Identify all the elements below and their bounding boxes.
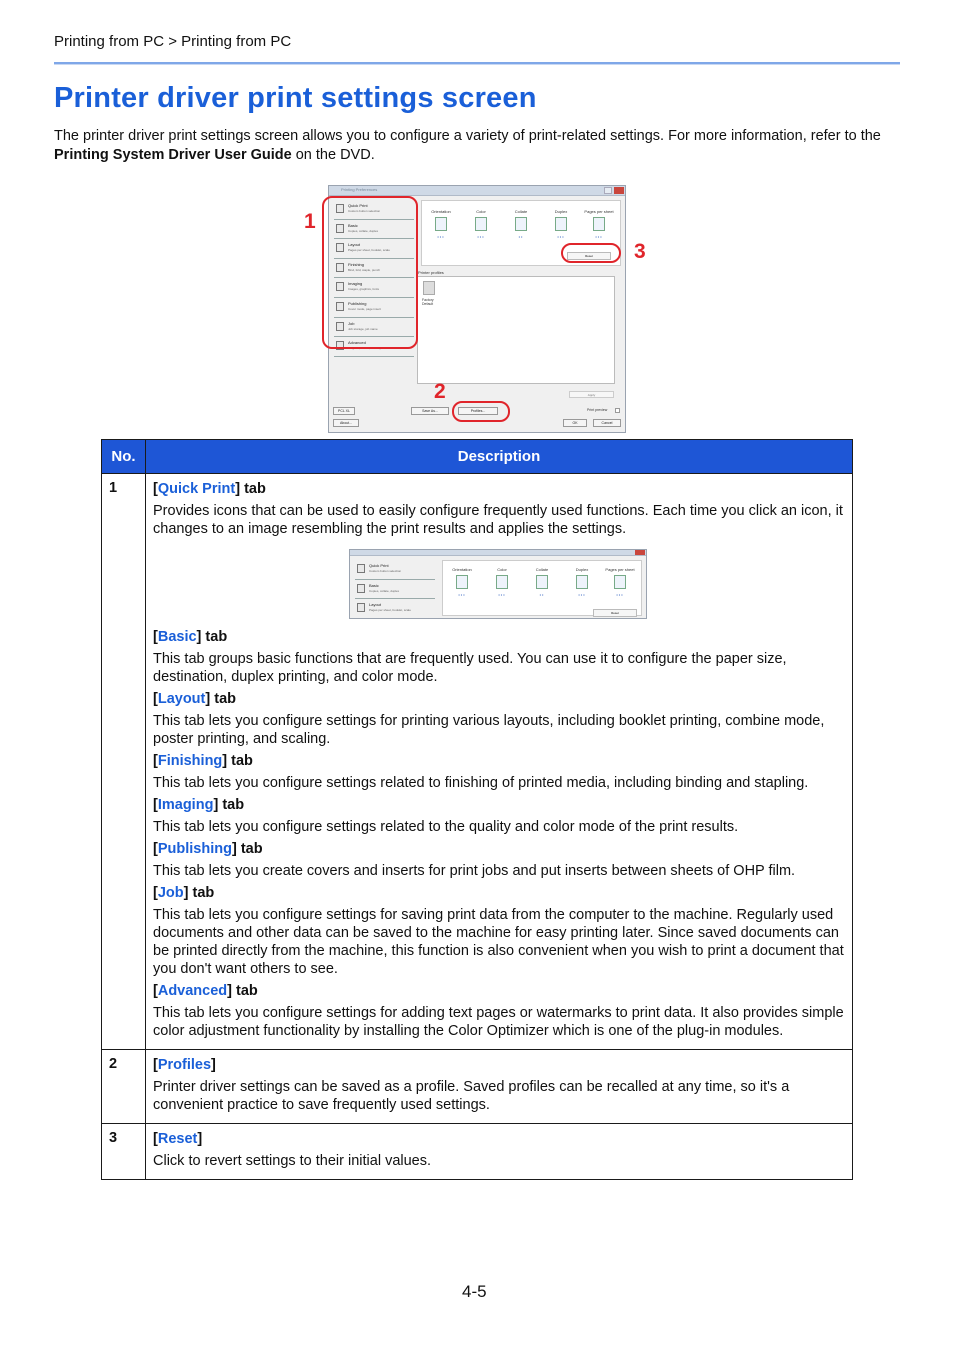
- callout-ring-reset: [561, 243, 621, 263]
- table-row: [102, 1124, 853, 1180]
- tab-list: [355, 560, 435, 619]
- bracket: ]: [213, 797, 219, 813]
- bracket: ]: [235, 481, 241, 497]
- tab-name: Publishing: [157, 841, 232, 857]
- duplex-icon: [555, 217, 567, 231]
- page-number: 4-5: [462, 1282, 487, 1301]
- bracket: ]: [196, 629, 202, 645]
- option-dots: •••: [458, 592, 466, 597]
- bracket: [: [153, 629, 158, 645]
- tab-label: Layout: [369, 602, 382, 608]
- tab-description: This tab lets you configure settings for printing various layouts, including booklet printing, combine mode, poster printing, and scaling.: [153, 713, 825, 747]
- quick-print-icon: [357, 564, 365, 573]
- heading-profiles: [153, 1056, 845, 1074]
- quick-item-label: Collate: [514, 209, 528, 214]
- quick-item-label: Pages per sheet: [605, 567, 635, 572]
- color-icon: [475, 217, 487, 231]
- tab-label: Advanced: [348, 340, 366, 346]
- basic-icon: [357, 584, 365, 593]
- tab-word: tab: [192, 885, 215, 901]
- tab-sub: Pages per sheet, booklet, scale: [369, 608, 411, 613]
- tab-description: This tab lets you configure settings related to the quality and color mode of the print results.: [153, 819, 739, 835]
- ok-button[interactable]: OK: [563, 419, 587, 427]
- window-title: Printing Preferences: [341, 187, 378, 192]
- option-dots: •••: [557, 234, 565, 239]
- tab-sub: Pages per sheet, booklet, scale: [348, 248, 390, 253]
- item-description: Printer driver settings can be saved as a profile. Saved profiles can be recalled at any time, so it's a convenient practice to save frequently used settings.: [153, 1079, 790, 1113]
- quick-item-label: Pages per sheet: [584, 209, 614, 214]
- tab-label: Imaging: [348, 281, 363, 287]
- quick-item-pages-per-sheet[interactable]: [582, 209, 616, 239]
- tab-label: Job: [348, 320, 355, 326]
- tab-name: Advanced: [157, 983, 228, 999]
- apply-button[interactable]: Apply: [569, 391, 614, 398]
- save-as-button[interactable]: Save As...: [411, 407, 449, 415]
- row-description: [146, 474, 853, 1050]
- quick-item-label: Duplex: [554, 209, 568, 214]
- tab-sub: Images, graphics, fonts: [348, 287, 380, 292]
- callout-ring-profiles: [452, 401, 510, 422]
- help-icon[interactable]: [604, 187, 612, 194]
- bracket: [: [153, 753, 158, 769]
- row-number: 1: [102, 474, 146, 1050]
- tab-word: tab: [236, 983, 258, 999]
- bracket: [: [153, 691, 158, 707]
- quick-item-label: Duplex: [575, 567, 589, 572]
- tab-description: This tab lets you configure settings for adding text pages or watermarks to print data. It also provides simple color adjustment functionality by installing the Color Optimizer which is one of the plug-in modules.: [153, 1005, 844, 1039]
- tab-description: This tab groups basic functions that are frequently used. You can use it to configure the paper size, destination, duplex printing, and color mode.: [153, 651, 787, 685]
- callout-number-1: 1: [304, 210, 316, 233]
- bracket: ]: [227, 983, 232, 999]
- tab-word: tab: [205, 629, 228, 645]
- pages-per-sheet-icon: [614, 575, 626, 589]
- quick-item-label: Orientation: [452, 567, 472, 572]
- callout-number-2: 2: [434, 380, 446, 403]
- tab-sub: Copies, collate, duplex: [348, 228, 379, 233]
- tab-name: Job: [157, 885, 184, 901]
- option-dots: •••: [616, 592, 624, 597]
- option-dots: ••: [539, 592, 545, 597]
- orientation-icon: [456, 575, 468, 589]
- option-dots: •••: [477, 234, 485, 239]
- bracket: [: [153, 1057, 158, 1073]
- bracket: ]: [222, 753, 228, 769]
- quick-item-collate[interactable]: [504, 209, 538, 239]
- profile-item-label: Factory Default: [422, 298, 434, 306]
- tab-heading-advanced: [153, 982, 845, 1000]
- tab-word: tab: [231, 753, 253, 769]
- tab-description: This tab lets you create covers and inserts for print jobs and put inserts between sheets of OHP film.: [153, 863, 796, 879]
- option-dots: •••: [498, 592, 506, 597]
- tab-label: Basic: [369, 582, 379, 588]
- intro-text-2: on the DVD.: [291, 147, 375, 163]
- item-name: Profiles: [157, 1057, 212, 1073]
- profiles-button[interactable]: Profiles...: [458, 407, 498, 415]
- tab-name: Finishing: [157, 753, 223, 769]
- tab-heading-imaging: [153, 796, 845, 814]
- bracket: [: [153, 983, 158, 999]
- quick-print-screenshot: [349, 549, 647, 619]
- window-titlebar: [329, 186, 625, 196]
- column-header-no: No.: [102, 440, 146, 474]
- table-row: [102, 1050, 853, 1124]
- tab-sub: Cover mode, page insert: [348, 306, 381, 311]
- tab-name: Layout: [157, 691, 206, 707]
- callout-number-3: 3: [634, 240, 646, 263]
- row-description: [146, 1050, 853, 1124]
- tab-basic[interactable]: [355, 580, 435, 600]
- close-icon[interactable]: [635, 550, 645, 555]
- quick-item-color[interactable]: [485, 567, 519, 597]
- color-icon: [496, 575, 508, 589]
- intro-text-1: The printer driver print settings screen allows you to configure a variety of print-related settings. For more information, refer to the: [54, 128, 881, 144]
- quick-print-panel: [442, 560, 642, 616]
- quick-item-duplex[interactable]: [544, 209, 578, 239]
- bracket: ]: [211, 1057, 216, 1073]
- page-title: Printer driver print settings screen: [54, 82, 537, 114]
- tab-label: Quick Print: [369, 563, 389, 568]
- tab-name: Quick Print: [157, 481, 236, 497]
- quick-item-duplex[interactable]: [565, 567, 599, 597]
- reset-button[interactable]: Reset: [593, 609, 637, 617]
- tab-sub: Copies, collate, duplex: [369, 588, 400, 593]
- quick-item-label: Collate: [535, 567, 549, 572]
- about-button[interactable]: About...: [333, 419, 359, 427]
- pcl-button[interactable]: PCL XL: [333, 407, 355, 415]
- tab-label: Finishing: [348, 261, 365, 267]
- quick-item-orientation[interactable]: [445, 567, 479, 597]
- quick-item-orientation[interactable]: [424, 209, 458, 239]
- tab-heading-quick-print: [153, 480, 845, 498]
- tab-word: tab: [222, 797, 245, 813]
- row-number: 3: [102, 1124, 146, 1180]
- tab-word: tab: [214, 691, 236, 707]
- quick-item-collate[interactable]: [525, 567, 559, 597]
- tab-quick-print[interactable]: [355, 560, 435, 580]
- tab-heading-basic: [153, 628, 845, 646]
- bracket: [: [153, 1131, 158, 1147]
- print-preview-label: Print preview: [587, 408, 608, 412]
- quick-item-label: Orientation: [431, 209, 451, 214]
- bracket: [: [153, 481, 158, 497]
- tab-word: tab: [240, 841, 263, 857]
- tab-label: Layout: [348, 242, 361, 248]
- pages-per-sheet-icon: [593, 217, 605, 231]
- intro-paragraph: [54, 127, 904, 165]
- collate-icon: [515, 217, 527, 231]
- cancel-button[interactable]: Cancel: [593, 419, 621, 427]
- bracket: ]: [205, 691, 211, 707]
- column-header-description: Description: [146, 440, 853, 474]
- heading-reset: [153, 1130, 845, 1148]
- layout-icon: [357, 603, 365, 612]
- bracket: ]: [197, 1131, 203, 1147]
- bracket: ]: [231, 841, 237, 857]
- close-icon[interactable]: [614, 187, 624, 194]
- print-preview-checkbox[interactable]: [615, 408, 620, 413]
- row-description: [146, 1124, 853, 1180]
- bracket: ]: [183, 885, 189, 901]
- bracket: [: [153, 797, 158, 813]
- quick-item-pages-per-sheet[interactable]: [603, 567, 637, 597]
- tab-heading-publishing: [153, 840, 845, 858]
- collate-icon: [536, 575, 548, 589]
- row-number: 2: [102, 1050, 146, 1124]
- tab-sub: Custom button selection: [348, 209, 381, 213]
- tab-label: Basic: [348, 222, 358, 228]
- tab-sub: Bind, fold, staple, punch: [348, 267, 381, 272]
- intro-guide-name: Printing System Driver User Guide: [54, 147, 292, 163]
- header-rule-light: [54, 64, 900, 65]
- tab-description: This tab lets you configure settings related to finishing of printed media, including binding and stapling.: [153, 775, 809, 791]
- item-name: Reset: [157, 1131, 198, 1147]
- profile-icon[interactable]: [423, 281, 435, 295]
- table-row: [102, 474, 853, 1050]
- bracket: [: [153, 841, 158, 857]
- option-dots: •••: [595, 234, 603, 239]
- tab-heading-layout: [153, 690, 845, 708]
- tab-description: This tab lets you configure settings for saving print data from the computer to the machine. Regularly used documents and other data can be saved to the machine for easy printing later. Since saved documents can be printed directly from the machine, this function is also convenient when you wish to print a document that you don't want others to see.: [153, 907, 844, 977]
- window-titlebar: [350, 550, 646, 556]
- tab-heading-job: [153, 884, 845, 902]
- tab-sub: Job storage, job name: [348, 326, 378, 331]
- tab-word: tab: [244, 481, 266, 497]
- bracket: [: [153, 885, 158, 901]
- profiles-area-label: Printer profiles: [418, 270, 444, 275]
- option-dots: •••: [437, 234, 445, 239]
- tab-sub: Plug-ins, Status, Overlay: [348, 346, 382, 351]
- profiles-area: [417, 276, 615, 384]
- quick-item-label: Color: [497, 567, 507, 572]
- quick-item-color[interactable]: [464, 209, 498, 239]
- breadcrumb: Printing from PC > Printing from PC: [54, 33, 292, 50]
- orientation-icon: [435, 217, 447, 231]
- option-dots: ••: [518, 234, 524, 239]
- description-table: [101, 439, 853, 1180]
- tab-heading-finishing: [153, 752, 845, 770]
- tab-layout[interactable]: [355, 599, 435, 619]
- duplex-icon: [576, 575, 588, 589]
- option-dots: •••: [578, 592, 586, 597]
- tab-name: Basic: [157, 629, 197, 645]
- tab-description: Provides icons that can be used to easily configure frequently used functions. Each time you click an icon, it changes to an image resembling the print results and applies the settings.: [153, 503, 843, 537]
- tab-label: Quick Print: [348, 203, 368, 208]
- reset-button[interactable]: Reset: [567, 252, 611, 260]
- tab-label: Publishing: [348, 300, 367, 306]
- callout-ring-tabs: [322, 196, 418, 349]
- tab-name: Imaging: [157, 797, 214, 813]
- quick-item-label: Color: [476, 209, 486, 214]
- item-description: Click to revert settings to their initial values.: [153, 1153, 432, 1169]
- tab-sub: Custom button selection: [369, 569, 402, 573]
